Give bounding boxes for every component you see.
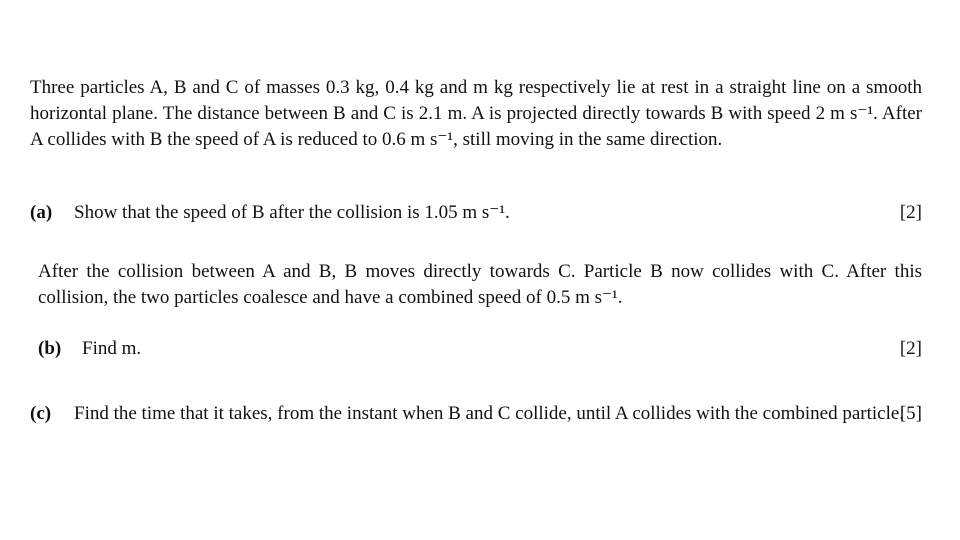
part-c-label: (c)	[30, 403, 52, 424]
part-b-marks: [2]	[899, 338, 922, 359]
part-c-body	[74, 401, 922, 427]
part-a	[30, 200, 922, 226]
question-intro: Three particles A, B and C of masses 0.3 kg, 0.4 kg and m kg respectively lie at rest in a straight line on a smooth horizontal plane. The distance between B and C is 2.1 m. A is projected directly towards B with speed 2 m s⁻¹. After A collides with B the speed of A is reduced to 0.6 m s⁻¹, still moving in the same direction.	[30, 77, 922, 150]
part-b	[38, 336, 922, 362]
question-context: After the collision between A and B, B moves directly towards C. Particle B now collides with C. After this collision, the two particles coalesce and have a combined speed of 0.5 m s⁻¹.	[38, 261, 922, 308]
part-c-marks: [5]	[899, 403, 922, 424]
part-a-label: (a)	[30, 202, 53, 223]
part-b-text: Find m.	[82, 338, 142, 359]
part-c	[30, 401, 922, 427]
part-c-text: Find the time that it takes, from the instant when B and C collide, until A collides with the combined particle.	[74, 403, 905, 424]
part-a-marks: [2]	[899, 202, 922, 223]
part-a-text: Show that the speed of B after the collision is 1.05 m s⁻¹.	[74, 202, 510, 223]
part-b-label: (b)	[38, 338, 62, 359]
